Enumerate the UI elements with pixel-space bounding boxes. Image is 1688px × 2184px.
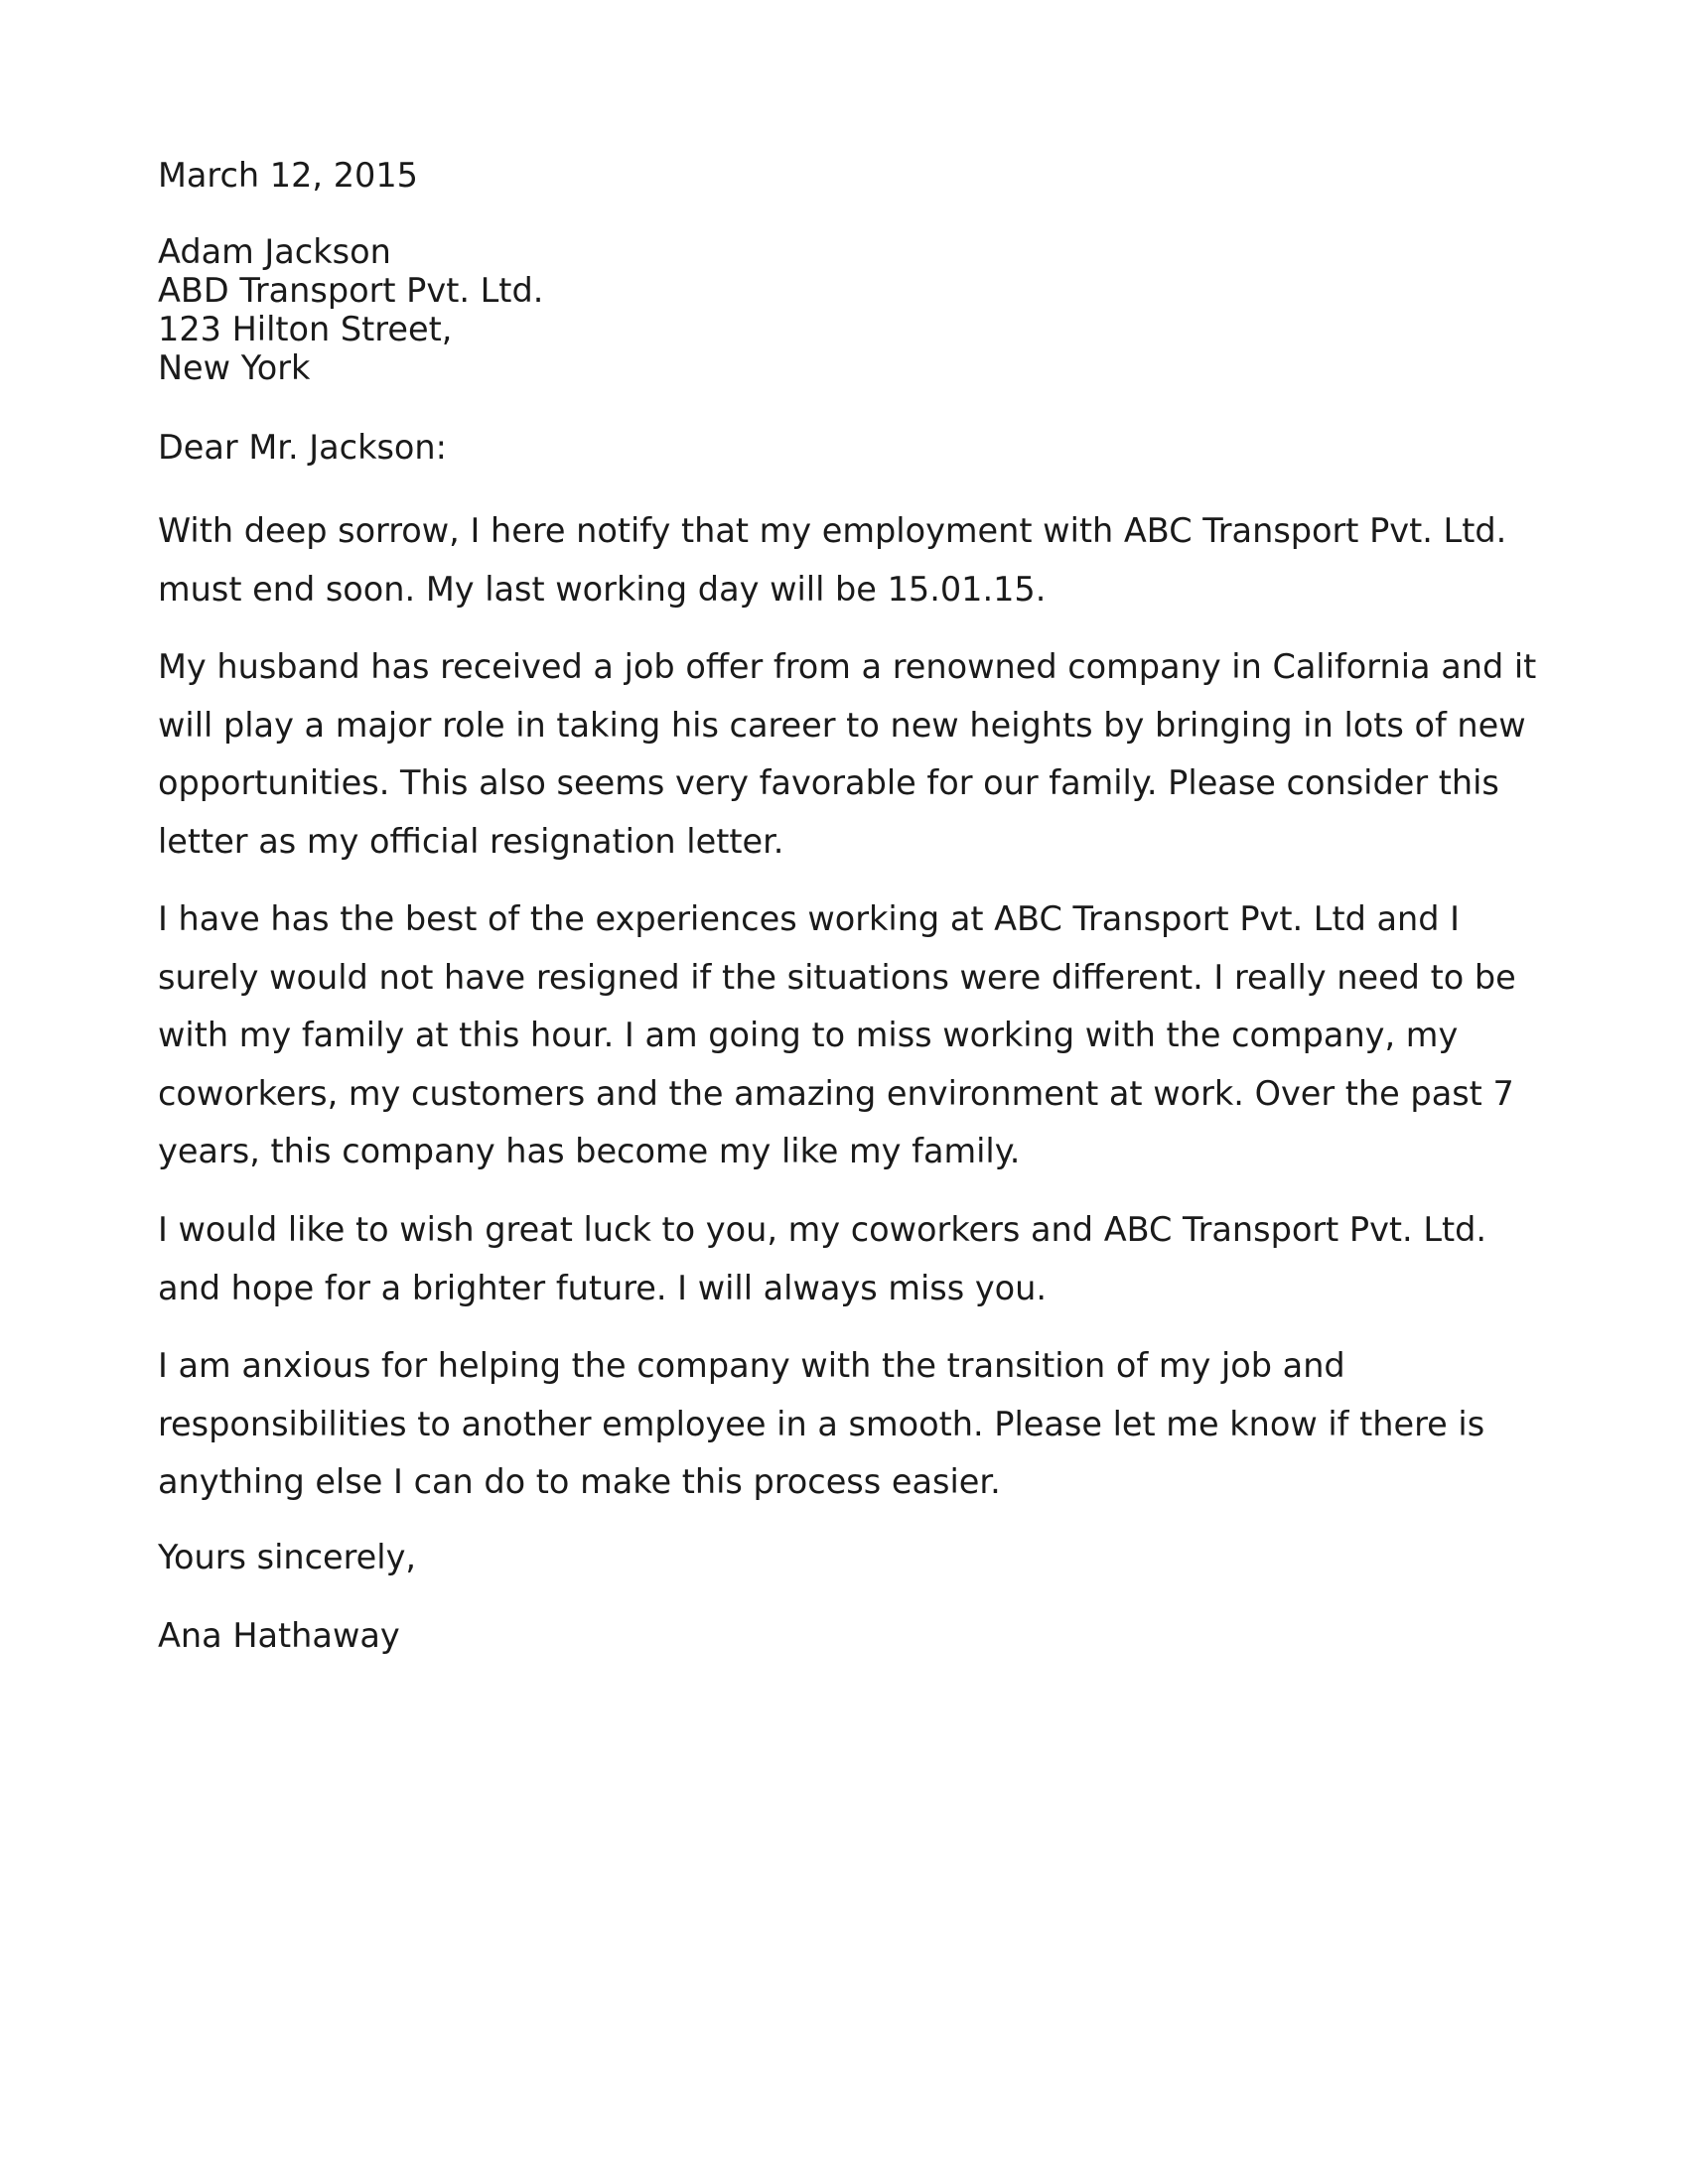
- body-paragraph-2: [158, 638, 1548, 871]
- paragraph-line: anything else I can do to make this process easier.: [158, 1462, 1001, 1501]
- paragraph-line: will play a major role in taking his career to new heights by bringing in lots of new: [158, 705, 1526, 745]
- paragraph-line: I would like to wish great luck to you, my coworkers and ABC Transport Pvt. Ltd.: [158, 1210, 1487, 1249]
- body-paragraph-5: [158, 1337, 1548, 1512]
- signature-name: Ana Hathaway: [158, 1616, 400, 1655]
- body-paragraph-3: [158, 890, 1548, 1181]
- paragraph-line: I have has the best of the experiences working at ABC Transport Pvt. Ltd and I: [158, 899, 1461, 938]
- paragraph-line: with my family at this hour. I am going to miss working with the company, my: [158, 1016, 1459, 1054]
- paragraph-line: and hope for a brighter future. I will always miss you.: [158, 1268, 1048, 1307]
- paragraph-line: letter as my official resignation letter.: [158, 821, 784, 861]
- paragraph-line: coworkers, my customers and the amazing environment at work. Over the past 7: [158, 1073, 1514, 1113]
- paragraph-line: opportunities. This also seems very favorable for our family. Please consider this: [158, 763, 1499, 802]
- recipient-company: ABD Transport Pvt. Ltd.: [158, 271, 544, 310]
- recipient-street: 123 Hilton Street,: [158, 310, 453, 348]
- recipient-address: [158, 232, 543, 387]
- paragraph-line: must end soon. My last working day will be 15.01.15.: [158, 569, 1047, 609]
- closing: Yours sincerely,: [158, 1538, 417, 1576]
- paragraph-line: surely would not have resigned if the situations were different. I really need to be: [158, 957, 1516, 997]
- letter-date: March 12, 2015: [158, 156, 418, 195]
- paragraph-line: My husband has received a job offer from a renowned company in California and it: [158, 647, 1537, 686]
- recipient-city: New York: [158, 348, 311, 387]
- body-paragraph-4: [158, 1201, 1548, 1317]
- recipient-name: Adam Jackson: [158, 232, 391, 271]
- paragraph-line: I am anxious for helping the company with the transition of my job and: [158, 1346, 1345, 1385]
- paragraph-line: years, this company has become my like my family.: [158, 1132, 1021, 1170]
- body-paragraph-1: [158, 502, 1548, 618]
- paragraph-line: responsibilities to another employee in a smooth. Please let me know if there is: [158, 1404, 1485, 1443]
- salutation: Dear Mr. Jackson:: [158, 428, 447, 467]
- paragraph-line: With deep sorrow, I here notify that my employment with ABC Transport Pvt. Ltd.: [158, 511, 1507, 550]
